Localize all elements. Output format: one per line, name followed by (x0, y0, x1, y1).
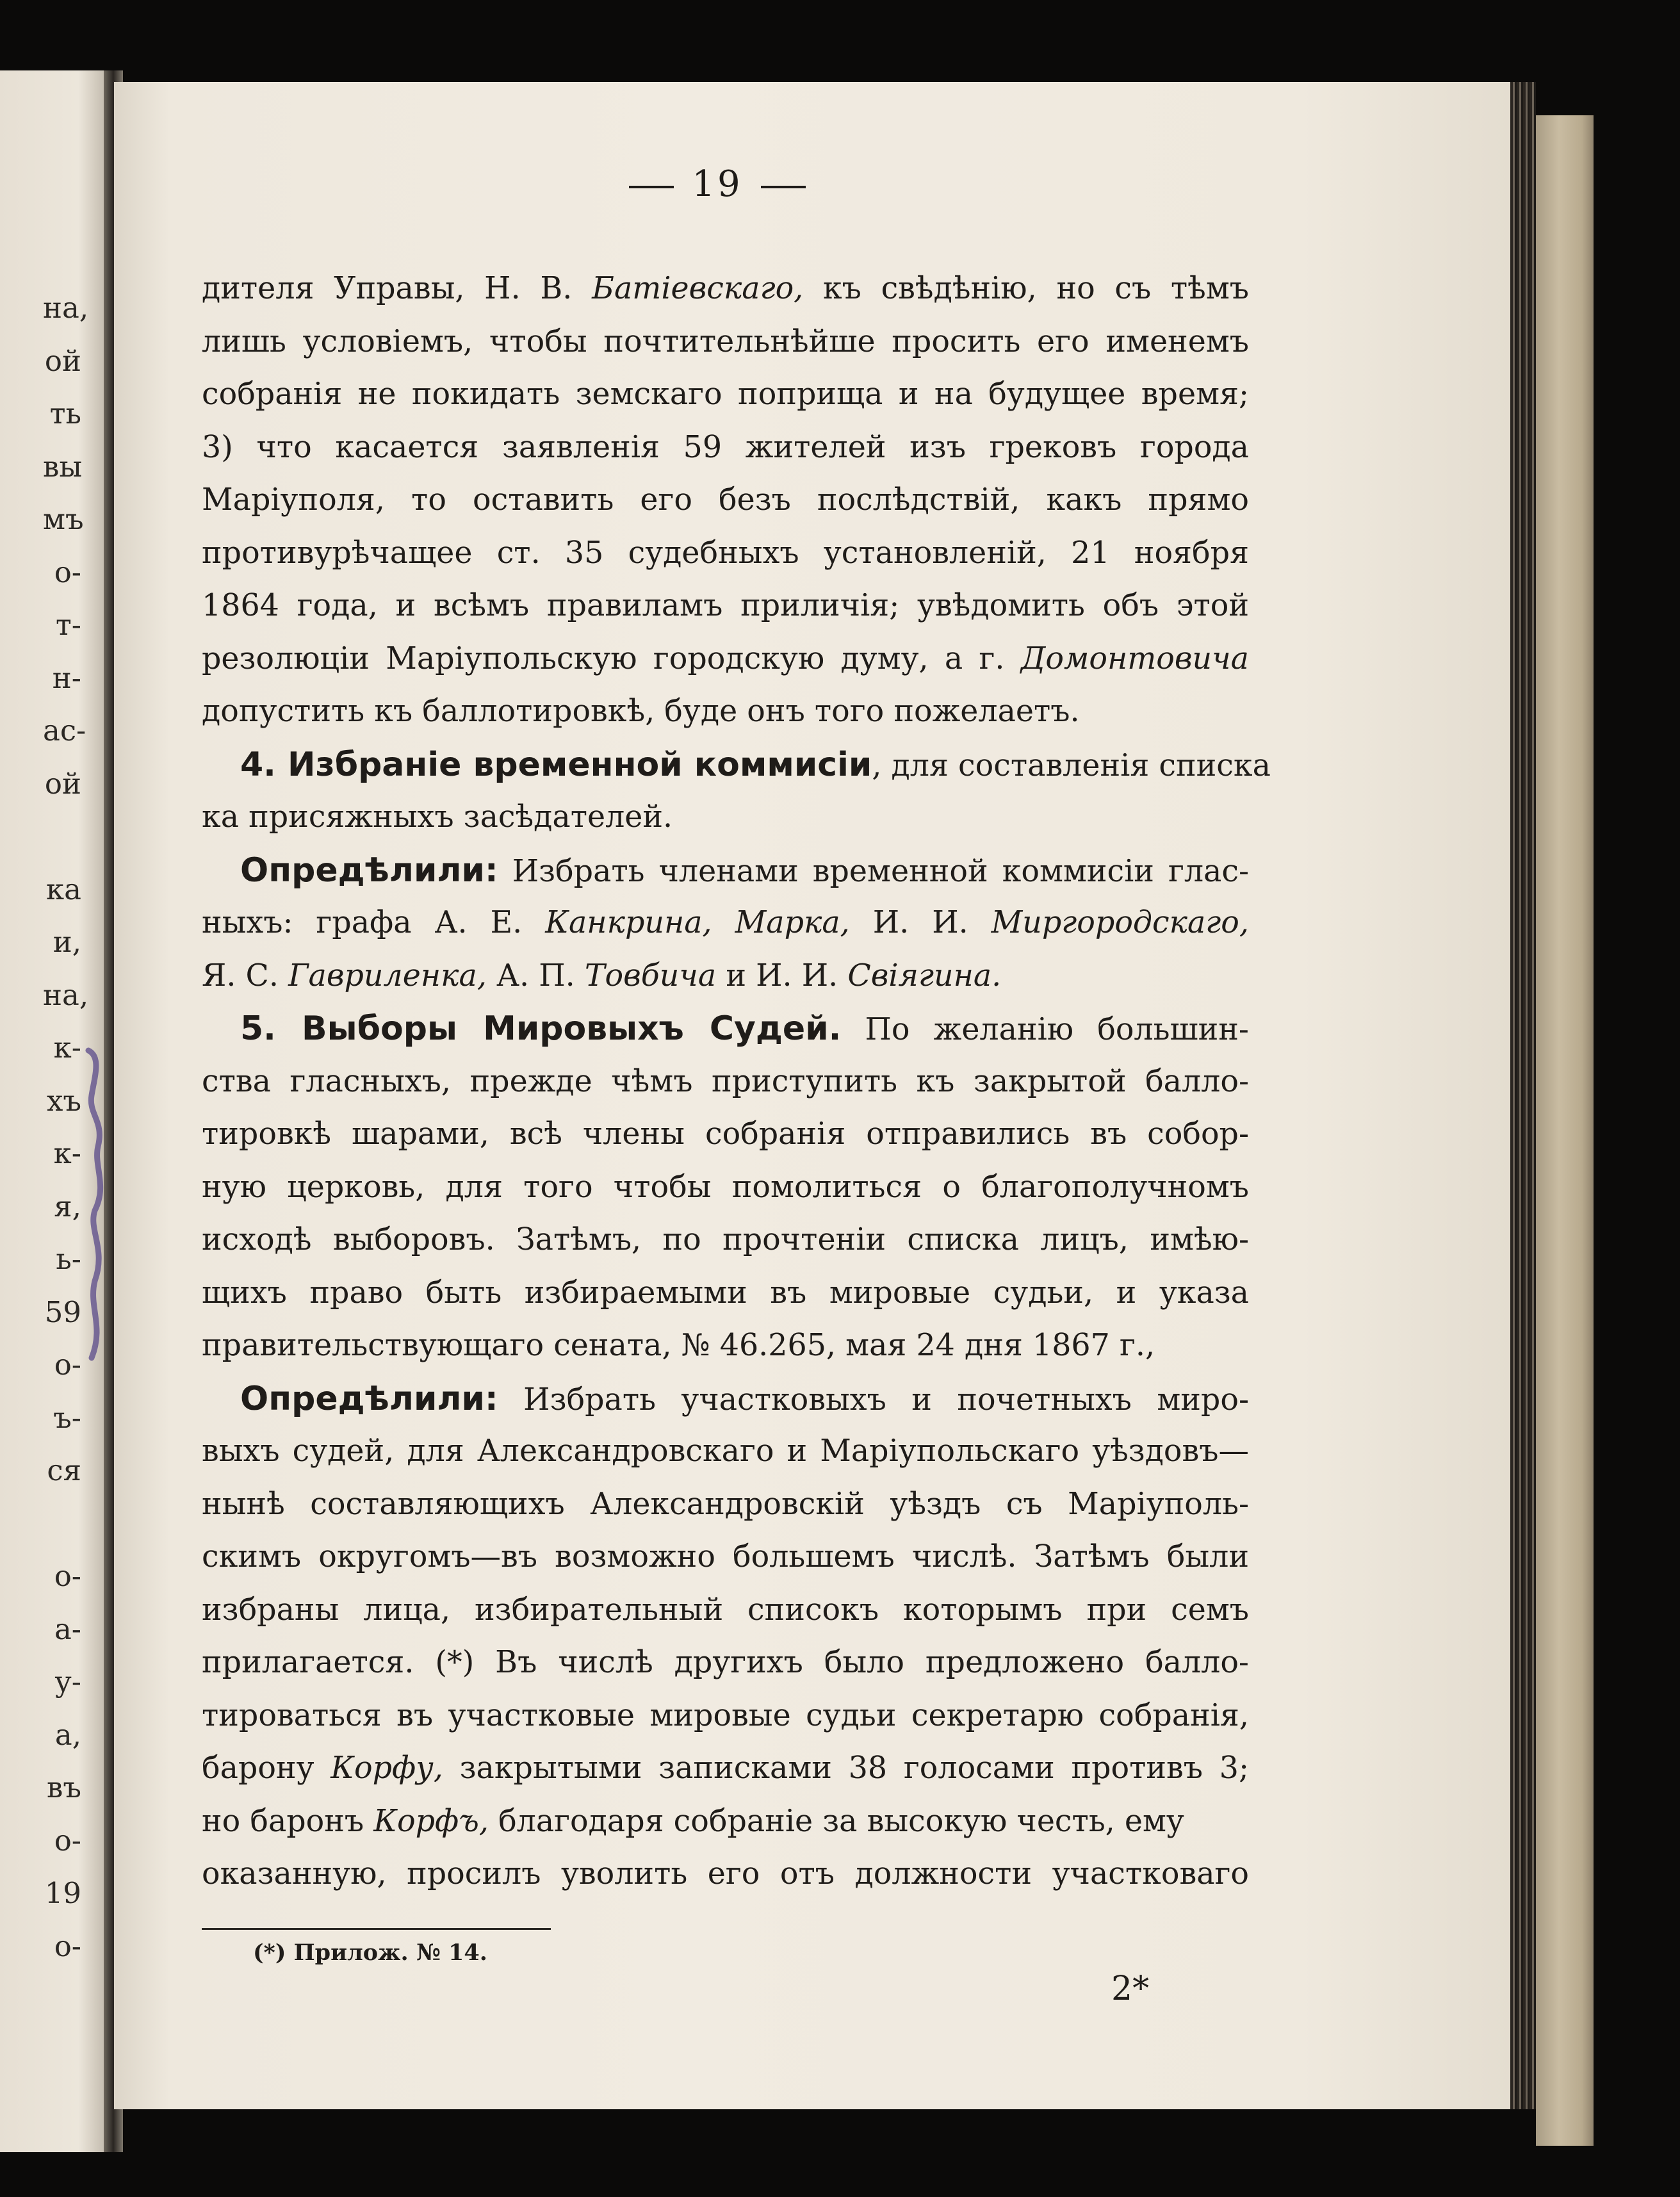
left-margin-fragment: ь- (56, 1242, 81, 1276)
text-line (202, 844, 1249, 897)
text-segment: собранія не покидать земскаго поприща и на будущее время; (202, 377, 1249, 412)
text-segment: тироваться въ участковые мировые судьи секретарю собранія, (202, 1697, 1249, 1733)
left-margin-fragment: и, (53, 925, 81, 959)
text-line (202, 263, 1249, 316)
text-segment: Избрать участковыхъ и почетныхъ миро- (498, 1382, 1249, 1417)
text-line (202, 1848, 1249, 1901)
text-line (202, 580, 1249, 633)
text-segment: Я. С. (202, 958, 289, 993)
text-line (202, 1478, 1249, 1531)
text-line (202, 1742, 1249, 1795)
left-margin-fragment: н- (52, 660, 81, 695)
text-line (202, 1214, 1249, 1267)
footnote: (*) Прилож. № 14. (253, 1940, 487, 1966)
text-segment: ства гласныхъ, прежде чѣмъ приступить къ закрытой балло- (202, 1063, 1249, 1099)
text-segment: щихъ право быть избираемыми въ мировые судьи, и указа (202, 1275, 1249, 1311)
italic-name: Корфу, (330, 1751, 443, 1786)
text-line (202, 1056, 1249, 1109)
italic-name: Корфъ, (373, 1803, 489, 1839)
left-margin-fragment: 19 (44, 1876, 81, 1910)
text-segment: дителя Управы, Н. В. (202, 271, 592, 306)
left-margin-fragment: на, (43, 291, 89, 325)
italic-name: Батіевскаго, (592, 271, 804, 306)
left-margin-fragment: о- (54, 1929, 81, 1963)
left-margin-fragment (43, 810, 81, 863)
left-margin-fragment: к- (53, 1031, 81, 1065)
left-margin-fragment: а- (54, 1612, 81, 1646)
text-segment: По желанію большин- (841, 1012, 1249, 1047)
text-line (202, 791, 1249, 844)
text-segment: тировкѣ шарами, всѣ члены собранія отправились въ собор- (202, 1116, 1249, 1152)
left-margin-fragment: ка (46, 872, 81, 906)
text-line (202, 1690, 1249, 1743)
italic-name: Свiягина. (847, 958, 1002, 993)
text-segment: избраны лица, избирательный списокъ которымъ при семъ (202, 1592, 1249, 1628)
signature-mark: 2* (1111, 1970, 1150, 2008)
text-segment: прилагается. (*) Въ числѣ другихъ было предложено балло- (202, 1645, 1249, 1680)
left-margin-fragment: вы (43, 449, 83, 484)
text-line (202, 739, 1271, 792)
left-margin-fragment: у- (54, 1665, 81, 1699)
text-line (202, 1267, 1249, 1320)
bold-heading: 4. Избраніе временной коммисіи (240, 745, 872, 784)
text-segment: исходѣ выборовъ. Затѣмъ, по прочтеніи списка лицъ, имѣю- (202, 1222, 1249, 1257)
bold-heading: Опредѣлили: (240, 851, 498, 890)
left-margin-fragment: на, (43, 977, 89, 1012)
left-margin-fragment: 59 (44, 1295, 81, 1329)
text-line (202, 1795, 1249, 1849)
left-margin-fragment: въ (47, 1770, 81, 1804)
left-margin-fragment: к- (53, 1136, 81, 1170)
page-number (605, 163, 829, 205)
italic-name: Домонтовича (1020, 641, 1249, 676)
italic-name: Марка, (735, 905, 850, 940)
left-margin-fragment: а, (54, 1717, 81, 1752)
text-line (202, 1584, 1249, 1637)
text-segment: , для составленія списка (872, 747, 1271, 783)
left-margin-fragment: хъ (46, 1083, 81, 1118)
text-segment: къ свѣдѣнію, но съ тѣмъ (803, 271, 1249, 306)
text-segment: И. И. (849, 905, 991, 940)
left-margin-fragment (43, 1498, 81, 1551)
text-line (202, 368, 1249, 421)
text-segment: А. П. (486, 958, 585, 993)
text-segment: ка присяжныхъ засѣдателей. (202, 799, 673, 835)
text-segment: резолюціи Маріупольскую городскую думу, а г. (202, 641, 1021, 676)
left-margin-fragment: о- (54, 1823, 81, 1858)
text-segment (712, 905, 735, 940)
text-segment: ныхъ: графа А. Е. (202, 905, 546, 940)
left-margin-fragment: о- (54, 555, 81, 589)
bold-heading: Опредѣлили: (240, 1379, 498, 1418)
text-line (202, 950, 1249, 1003)
text-line (202, 1637, 1249, 1690)
text-line (202, 1002, 1249, 1056)
left-margin-fragment: ой (44, 766, 81, 801)
text-line (202, 527, 1249, 580)
italic-name: Гавриленка, (288, 958, 487, 993)
left-margin-fragment: о- (54, 1348, 81, 1382)
italic-name: Товбича (584, 958, 717, 993)
text-line (202, 897, 1249, 950)
left-margin-fragment: ъ- (53, 1400, 81, 1435)
text-line (202, 1161, 1249, 1214)
text-segment: Маріуполя, то оставить его безъ послѣдствій, какъ прямо (202, 482, 1249, 518)
left-margin-fragment: ой (44, 343, 81, 378)
page-edge-stack (1510, 82, 1536, 2109)
text-segment: 3) что касается заявленія 59 жителей изъ грековъ города (202, 429, 1249, 465)
left-margin-fragment: ас- (43, 714, 86, 747)
text-line (202, 316, 1249, 369)
folio-dash-left (629, 186, 674, 188)
body-text (202, 263, 1271, 1901)
left-margin-fragment: т- (55, 608, 81, 642)
text-line (202, 1108, 1249, 1161)
text-line (202, 1319, 1249, 1373)
footnote-rule (202, 1928, 551, 1930)
text-line (202, 421, 1249, 475)
text-line (202, 685, 1249, 739)
left-margin-fragment: о- (54, 1559, 81, 1593)
left-margin-fragment: мъ (43, 502, 84, 536)
text-segment: лишь условіемъ, чтобы почтительнѣйше просить его именемъ (202, 323, 1249, 359)
text-segment: барону (202, 1751, 331, 1786)
text-line (202, 1373, 1249, 1426)
italic-name: Миргородскаго, (991, 905, 1250, 940)
text-segment: выхъ судей, для Александровскаго и Маріупольскаго уѣздовъ— (202, 1433, 1249, 1469)
left-margin-fragment: я, (54, 1189, 81, 1223)
text-segment: оказанную, просилъ уволить его отъ должности участковаго (202, 1856, 1249, 1891)
folio-dash-right (761, 186, 806, 188)
text-segment: закрытыми записками 38 голосами противъ 3; (443, 1751, 1249, 1786)
left-facing-page (0, 70, 112, 2152)
book-cover-board (1536, 115, 1594, 2146)
text-line (202, 633, 1249, 686)
bold-heading: 5. Выборы Мировыхъ Судей. (240, 1009, 842, 1048)
italic-name: Канкрина, (545, 905, 712, 940)
text-line (202, 1425, 1249, 1478)
text-line (202, 1531, 1249, 1584)
text-segment: скимъ округомъ—въ возможно большемъ числѣ. Затѣмъ были (202, 1539, 1249, 1574)
text-segment: противурѣчащее ст. 35 судебныхъ установленій, 21 ноября (202, 535, 1249, 571)
left-margin-fragment: ся (47, 1453, 81, 1487)
text-segment: нынѣ составляющихъ Александровскій уѣздъ съ Маріуполь- (202, 1486, 1249, 1522)
text-segment: Избрать членами временной коммисіи глас- (498, 853, 1249, 889)
text-segment: но баронъ (202, 1803, 374, 1839)
text-segment: допустить къ баллотировкѣ, буде онъ того пожелаетъ. (202, 694, 1080, 729)
text-segment: и И. И. (716, 958, 848, 993)
text-segment: благодаря собраніе за высокую честь, ему (488, 1803, 1184, 1839)
text-segment: правительствующаго сената, № 46.265, мая 24 дня 1867 г., (202, 1328, 1155, 1363)
text-segment: 1864 года, и всѣмъ правиламъ приличія; увѣдомить объ этой (202, 588, 1249, 623)
text-line (202, 474, 1249, 527)
page-number-value: 19 (692, 163, 743, 205)
text-segment: ную церковь, для того чтобы помолиться о благополучномъ (202, 1169, 1249, 1205)
left-margin-fragment: ть (49, 396, 81, 430)
